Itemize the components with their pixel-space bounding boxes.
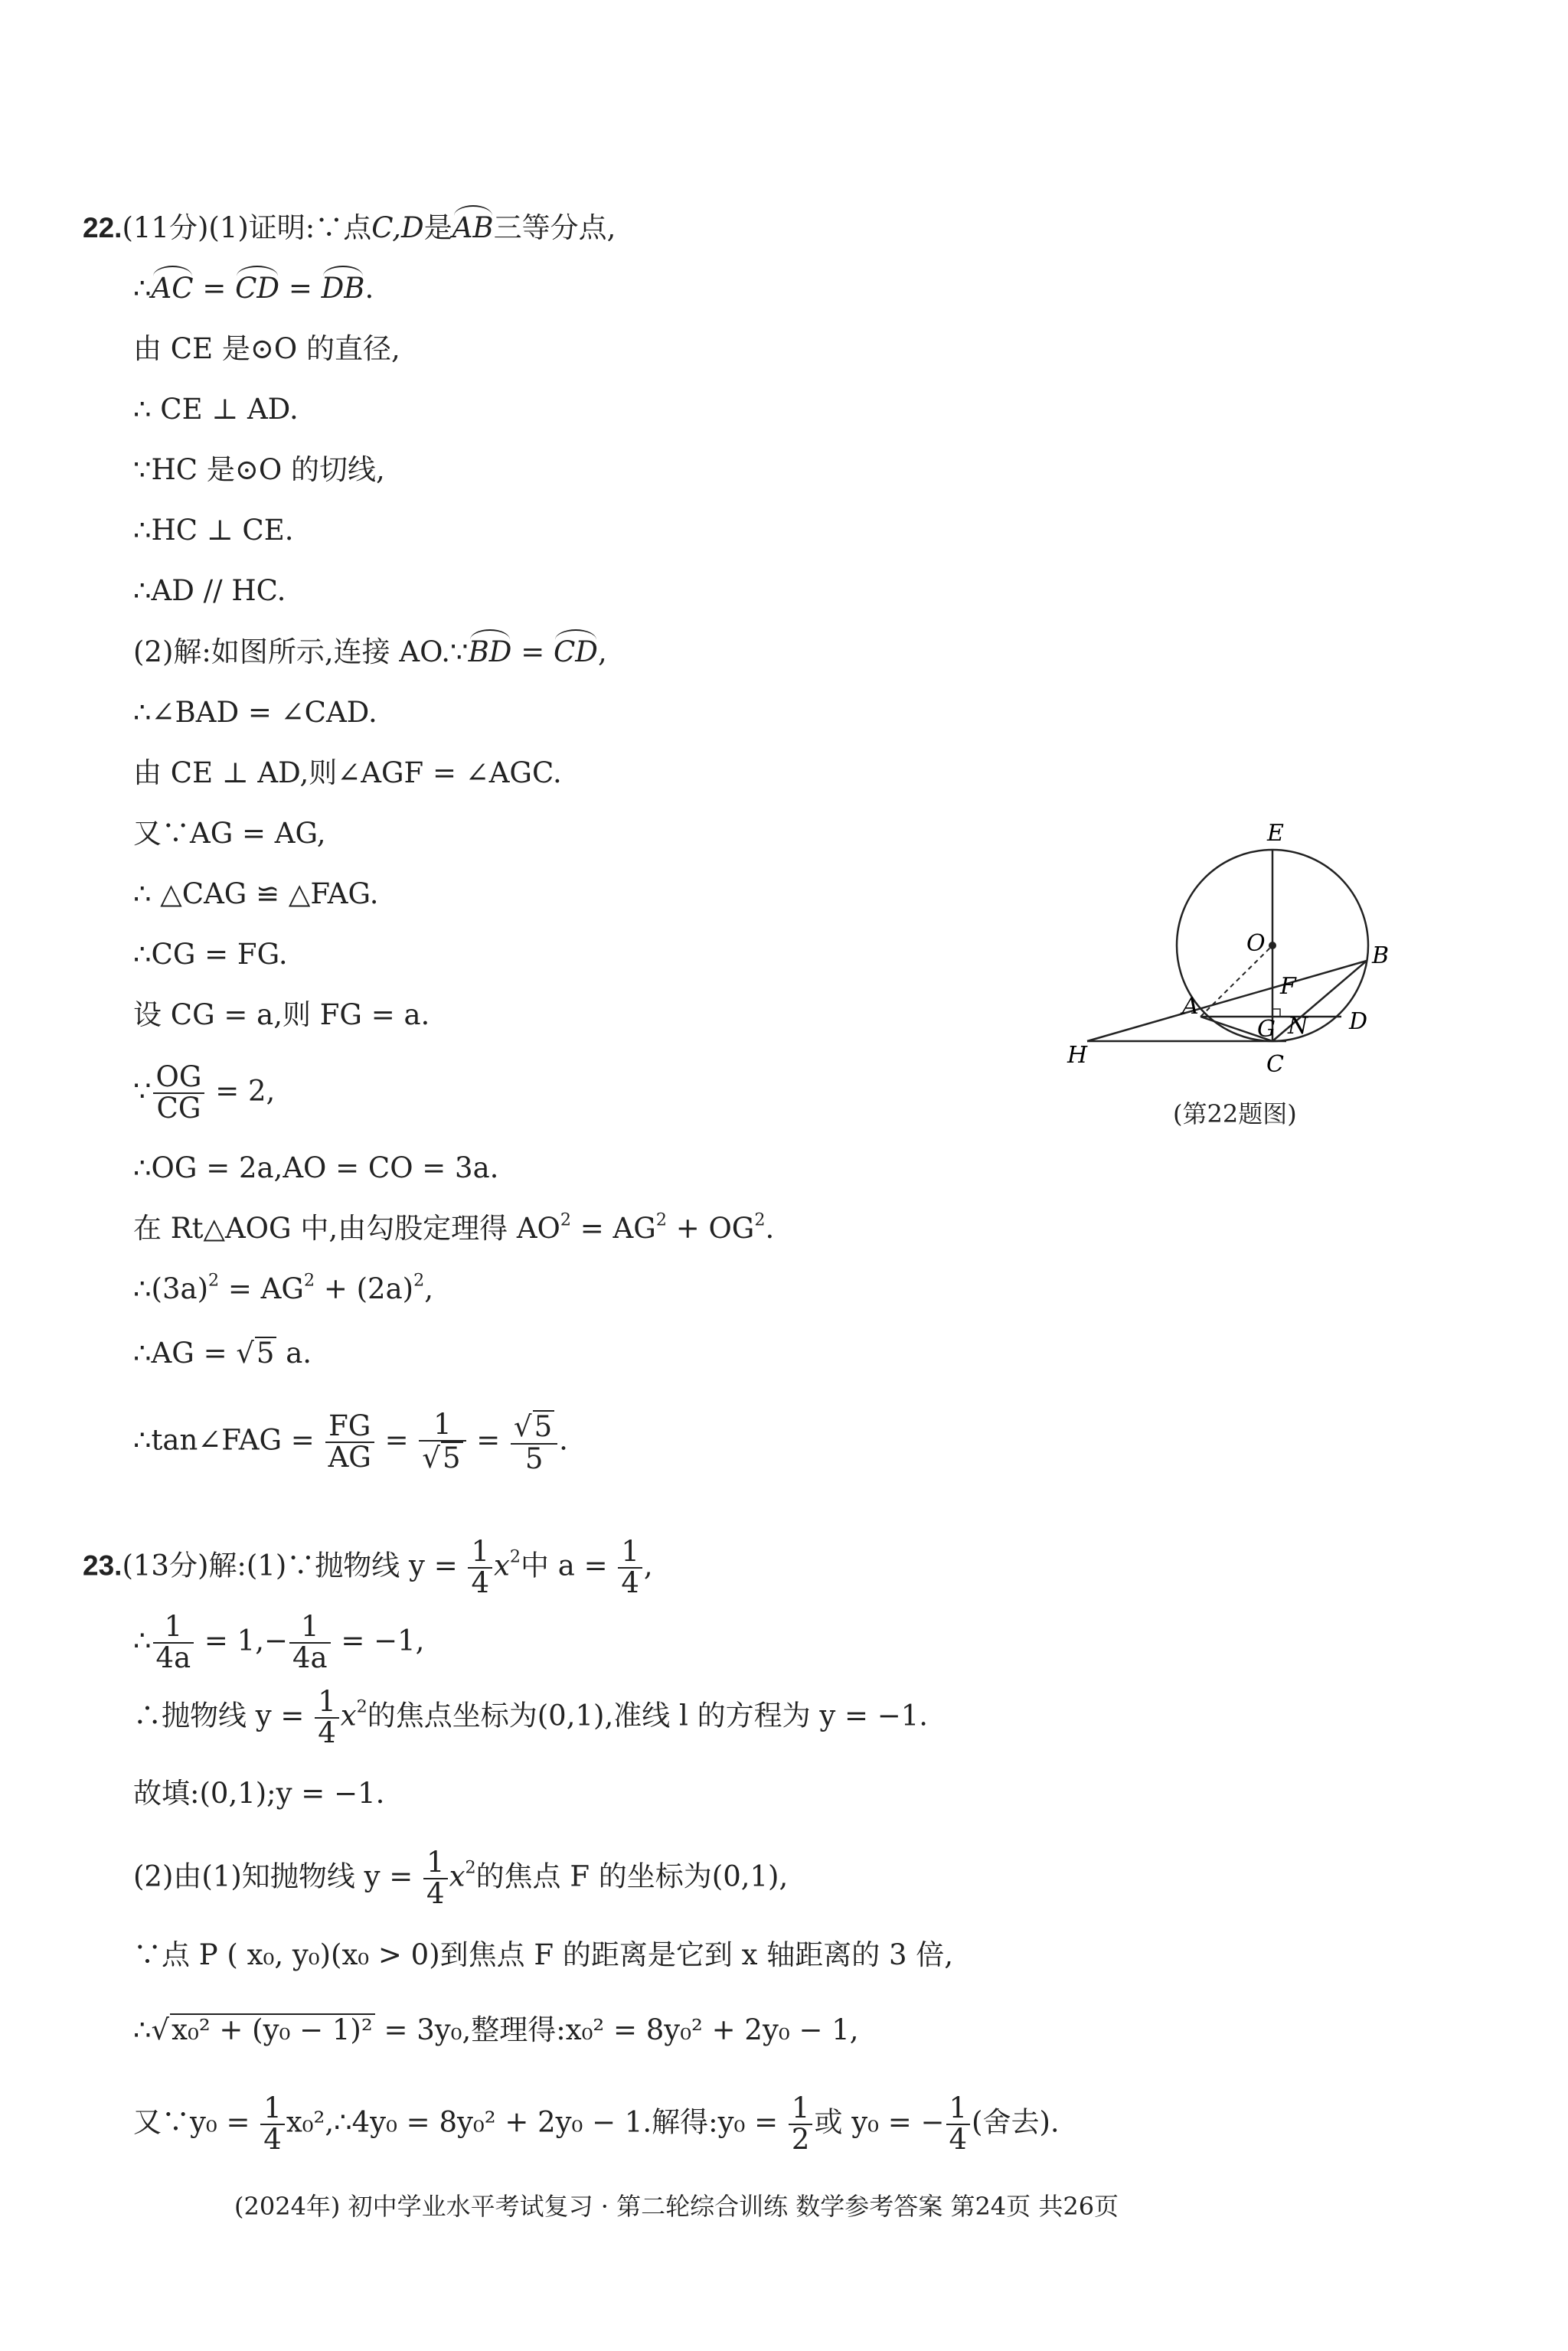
center-point	[1269, 942, 1276, 949]
q23-line-2: ∴抛物线 y = $\frac{1}{4}$ $x^2$的焦点坐标为(0,1),准线 l 的方程为 y = −1.	[133, 1685, 929, 1749]
q23-line-5: ∵点 P ( x₀, y₀)(x₀ > 0)到焦点 F 的距离是它到 x 轴距离的 3 倍,	[133, 1938, 954, 1971]
svg-text:F: F	[1280, 973, 1296, 1000]
fraction-og-cg: $\frac{OG}{CG}$	[153, 1063, 205, 1124]
svg-text:A: A	[1182, 993, 1199, 1020]
q23-line-7: 又∵y₀ = $\frac{1}{4}$ x₀²,∴4y₀ = 8y₀² + 2y₀ − 1.解得:y₀ = $\frac{1}{2}$ 或 y₀ = − $\frac{1}{4}$ (舍去).	[133, 2091, 1060, 2156]
q22-heading: 22.(11分)(1)证明:∵点C,D是AB三等分点,	[83, 210, 616, 247]
q22-line-15: ∴OG = 2a,AO = CO = 3a.	[133, 1151, 499, 1184]
q22-line-9: 由 CE ⊥ AD,则∠AGF = ∠AGC.	[133, 756, 562, 789]
q22-line-1: ∴AC = CD = DB.	[133, 270, 374, 307]
svg-text:D: D	[1349, 1008, 1368, 1035]
geometry-figure	[1057, 811, 1439, 1095]
q23-line-6: ∴√x₀² + (y₀ − 1)² = 3y₀,整理得:x₀² = 8y₀² + 2y₀ − 1,	[133, 2013, 859, 2046]
q22-line-4: ∵HC 是⊙O 的切线,	[133, 453, 385, 486]
q22-line-17: $\therefore(3a)^2 = AG^2 + (2a)^2$,	[133, 1270, 433, 1305]
svg-text:G: G	[1257, 1016, 1276, 1043]
svg-text:O: O	[1246, 930, 1266, 957]
figure-caption: (第22题图)	[1173, 1099, 1297, 1128]
q22-line-7: (2)解:如图所示,连接 AO.∵BD = CD,	[133, 634, 607, 671]
q22-line-14: ∵ $\frac{OG}{CG}$ = 2,	[133, 1060, 276, 1125]
q22-line-16: 在 Rt△AOG 中,由勾股定理得 $AO^2 = AG^2 + OG^2$.	[133, 1210, 775, 1245]
q22-line-2: 由 CE 是⊙O 的直径,	[133, 332, 400, 365]
q22-line-8: ∴∠BAD = ∠CAD.	[133, 696, 377, 729]
svg-text:N: N	[1288, 1013, 1308, 1040]
svg-text:C: C	[1266, 1051, 1284, 1078]
q22-line-6: ∴AD // HC.	[133, 574, 286, 607]
q22-line-5: ∴HC ⊥ CE.	[133, 514, 294, 547]
q22-line-3: ∴ CE ⊥ AD.	[133, 393, 299, 426]
q22-line-10: 又∵AG = AG,	[133, 817, 326, 850]
q23-number: 23.	[83, 1549, 122, 1582]
q23-line-4: (2)由(1)知抛物线 y = $\frac{1}{4}$ $x^2$的焦点 F 的坐标为(0,1),	[133, 1846, 789, 1910]
q22-line-12: ∴CG = FG.	[133, 938, 288, 971]
svg-text:H: H	[1067, 1042, 1088, 1069]
q22-line-11: ∴ △CAG ≌ △FAG.	[133, 877, 379, 910]
svg-text:B: B	[1372, 942, 1390, 969]
q23-line-1: ∴ $\frac{1}{4a}$ = 1,− $\frac{1}{4a}$ = −1,	[133, 1610, 425, 1674]
q23-line-3: 故填:(0,1);y = −1.	[133, 1777, 385, 1810]
svg-text:E: E	[1267, 820, 1284, 847]
q22-line-13: 设 CG = a,则 FG = a.	[133, 998, 430, 1031]
q23-heading: 23.(13分)解:(1)∵抛物线 y = $\frac{1}{4}$ $x^2$中 a = $\frac{1}{4}$ ,	[83, 1535, 653, 1599]
q22-line-18: ∴AG = √5 a.	[133, 1337, 312, 1370]
page-footer: (2024年) 初中学业水平考试复习 · 第二轮综合训练 数学参考答案 第24页 共26页	[234, 2192, 1119, 2221]
q22-number: 22.	[83, 212, 122, 243]
q22-line-19: ∴tan∠FAG = $\frac{FG}{AG}$ = $\frac{1}{√5}$ = $\frac{√5}{5}$ .	[133, 1408, 568, 1475]
